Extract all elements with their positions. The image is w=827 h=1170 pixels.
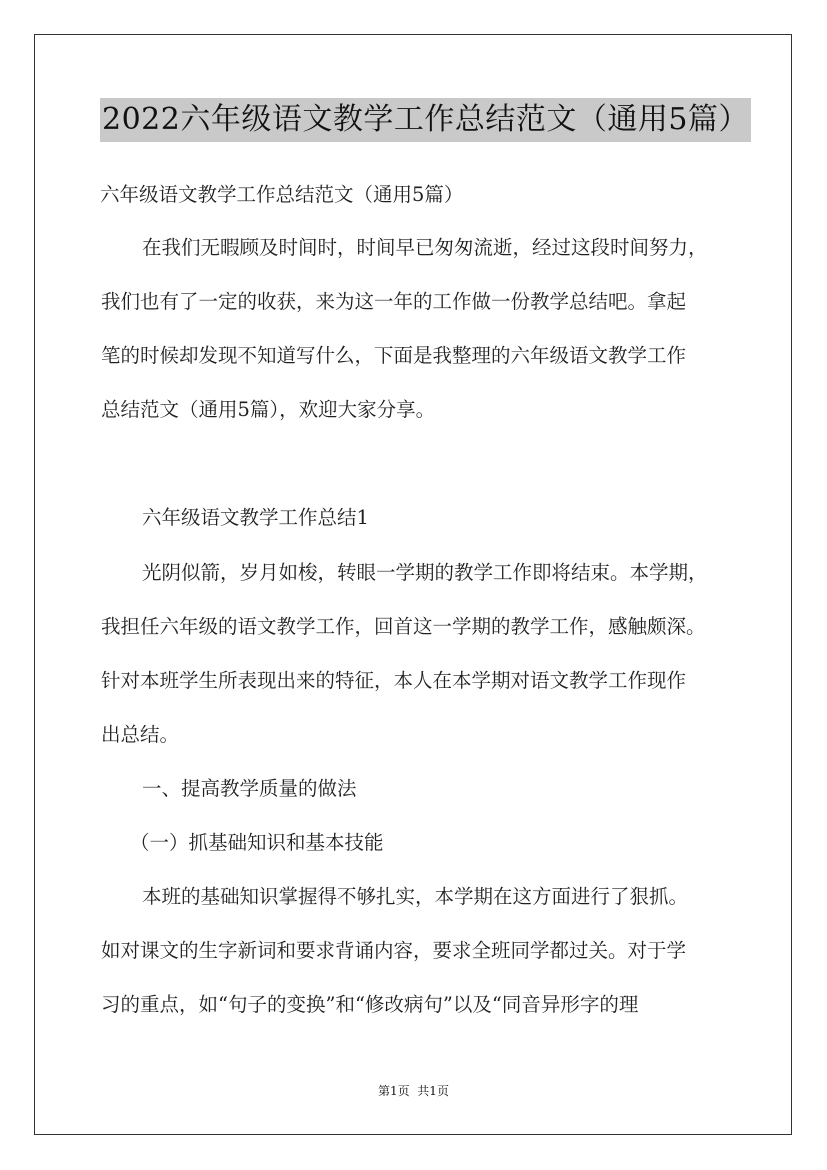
document-title: 2022六年级语文教学工作总结范文（通用5篇） (100, 98, 751, 142)
page-number: 第1页 共1页 (378, 1084, 449, 1098)
intro-paragraph-line: 总结范文（通用5篇），欢迎大家分享。 (101, 398, 436, 421)
body-paragraph-line: 我担任六年级的语文教学工作，回首这一学期的教学工作，感触颇深。 (101, 615, 706, 638)
intro-paragraph-line: 我们也有了一定的收获，来为这一年的工作做一份教学总结吧。拿起 (101, 290, 687, 313)
subsection-heading: （一）抓基础知识和基本技能 (130, 831, 384, 854)
body-paragraph-line: 本班的基础知识掌握得不够扎实，本学期在这方面进行了狠抓。 (142, 885, 689, 908)
intro-paragraph-line: 笔的时候却发现不知道写什么，下面是我整理的六年级语文教学工作 (101, 344, 687, 367)
body-paragraph-line: 光阴似箭，岁月如梭，转眼一学期的教学工作即将结束。本学期， (142, 561, 708, 584)
subtitle-line: 六年级语文教学工作总结范文（通用5篇） (100, 183, 464, 206)
section-heading: 六年级语文教学工作总结1 (142, 506, 369, 529)
intro-paragraph-line: 在我们无暇顾及时间时，时间早已匆匆流逝，经过这段时间努力， (142, 236, 708, 259)
body-paragraph-line: 针对本班学生所表现出来的特征，本人在本学期对语文教学工作现作 (101, 669, 687, 692)
body-paragraph-line: 习的重点，如“句子的变换”和“修改病句”以及“同音异形字的理 (101, 993, 639, 1016)
body-paragraph-line: 出总结。 (101, 723, 180, 746)
body-paragraph-line: 如对课文的生字新词和要求背诵内容，要求全班同学都过关。对于学 (101, 939, 687, 962)
subsection-heading: 一、提高教学质量的做法 (142, 777, 357, 800)
